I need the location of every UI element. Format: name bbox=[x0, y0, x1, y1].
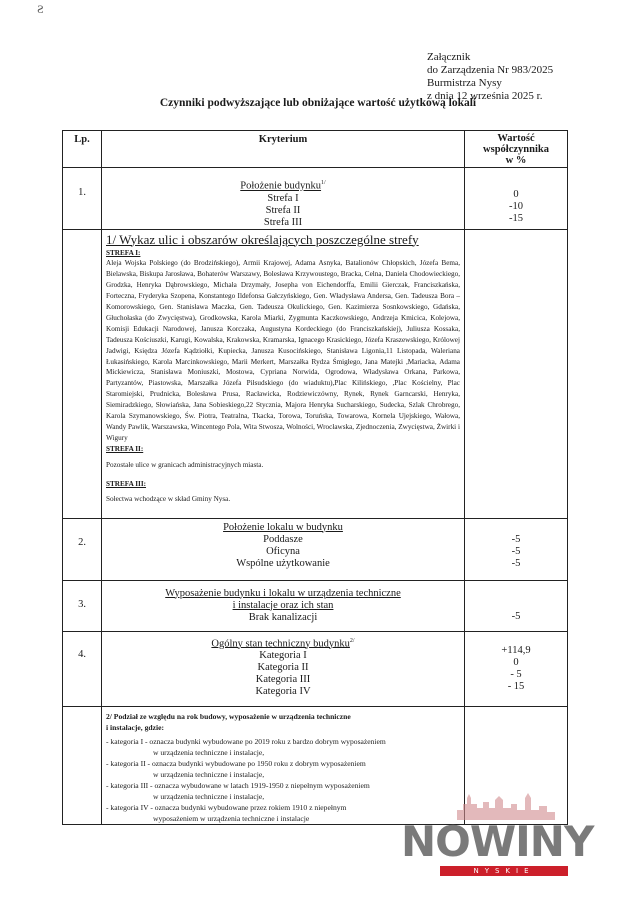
zone-1: STREFA I: Aleja Wojska Polskiego (do Brodzińskiego), Armii Krajowej, Adama Asnyka, Batalionów Chłopskich, Józefa Bema, Bielawska, Biskupa Jarosława, Bohaterów Warszawy, Bolesława Krzywoustego, Bracka, Celna, Daniela Chodowieckiego, Grodzka, Henryka Dąbrowskiego, Michała Drzymały, Josepha von Eichendorffa, Emilii Gierczak, Franciszkańska, Forteczna, Fryderyka Szopena, Konstantego Ildefonsa Gałczyńskiego, Gen. Władysława Andersa, Gen. Tadeusza Bora – Komorowskiego, Gen. Stanisława Maczka, Gen. Tadeusza Okulickiego, Gen. Kazimierza Sosnkowskiego, Gdańska, Głuchołaska (do Zwycięstwa), Grodkowska, Karola Miarki, Zygmunta Kaczkowskiego, Andrzeja Kmicica, Kolejowa, Komisji Edukacji Narodowej, Janusza Korczaka, Augustyna Kordeckiego (do Franciszkańskiej), Juliusza Kossaka, Tadeusza Kościuszki, Karugi, Kowalska, Krakowska, Kramarska, Ignacego Krasickiego, Józefa Kraszewskiego, Królowej Jadwigi, Księdza Józefa Kądziołki, Kupiecka, Janusza Kusocińskiego, Stanisława Ligonia,11 Listopada, Waleriana Łukasińskiego, Karola Marcinkowskiego, Marii Merkert, Marszałka Rydza Śmigłego, Jana Matejki ,Mariacka, Adama Mickiewicza, Stanisława Moniuszki, Mostowa, Cypriana Norwida, Ogrodowa, Władysława Orkana, Parkowa, Partyzantów, Piastowska, Marszałka Józefa Piłsudskiego (do wiaduktu),Plac Kilińskiego, ,Plac Kościelny, Plac Staromiejski, Prudnicka, Bolesława Prusa, Racławicka, Rodziewiczówny, Rynek, Rynek Garncarski, Henryka, Siemiradzkiego, Słowiańska, Jana Sobieskiego,22 Stycznia, Majora Henryka Sucharskiego, Sudecka, Szlak Chrobrego, Karola Szymanowskiego, Św. Piotra, Teatralna, Tkacka, Torowa, Toruńska, Towarowa, Kornela Ujejskiego, Wałowa, Wandy Pawlik, Warszawska, Wincentego Pola, Wita Stwosza, Wolności, Wrocławska, Zjednoczenia, Zwycięstwa, Żwirki i Wigury STREFA II: bbox=[106, 248, 460, 453]
annex-line-4: z dnia 12 września 2025 r. bbox=[427, 90, 543, 102]
table-row bbox=[63, 580, 568, 631]
zones-row bbox=[63, 229, 568, 518]
row-number: 1. bbox=[78, 187, 86, 198]
value: -10 bbox=[509, 201, 523, 212]
list-item: Kategoria I bbox=[259, 650, 307, 661]
factors-table bbox=[62, 130, 568, 825]
value: +114,9 bbox=[501, 644, 531, 656]
value: -5 bbox=[511, 545, 521, 557]
list-item: Kategoria II bbox=[257, 662, 309, 673]
column-header-value: Wartość współczynnika w % bbox=[465, 131, 568, 168]
row-number: 4. bbox=[78, 648, 86, 660]
annex-header bbox=[427, 51, 553, 103]
list-item: Kategoria III bbox=[255, 674, 311, 685]
zone-2-text: Pozostałe ulice w granicach administracyjnych miasta. bbox=[106, 460, 264, 469]
value: 0 bbox=[513, 189, 519, 200]
column-header-lp: Lp. bbox=[63, 131, 102, 168]
column-header-criterion: Kryterium bbox=[102, 131, 465, 168]
document-title: Czynniki podwyższające lub obniżające wartość użytkową lokali bbox=[159, 97, 477, 109]
row-title: Wyposażenie budynku i lokalu w urządzenia techniczne bbox=[165, 587, 401, 599]
list-item: Strefa III bbox=[263, 216, 303, 228]
value: -5 bbox=[511, 610, 521, 622]
value: - 15 bbox=[507, 680, 525, 692]
list-item: Strefa II bbox=[265, 204, 301, 216]
row-title: Ogólny stan techniczny budynku$^{2/}$ bbox=[211, 637, 355, 649]
list-item: Strefa I bbox=[267, 192, 299, 204]
zone-3-label: STREFA III: bbox=[106, 479, 147, 488]
value: -5 bbox=[511, 557, 521, 569]
value: -5 bbox=[511, 533, 521, 545]
table-row bbox=[63, 631, 568, 706]
value: 0 bbox=[513, 656, 519, 668]
value: - 5 bbox=[510, 668, 522, 680]
corner-mark: Ƨ bbox=[37, 2, 44, 16]
zone-3-text: Sołectwa wchodzące w skład Gminy Nysa. bbox=[106, 494, 231, 503]
row-title: Położenie budynku$^{1/}$ bbox=[240, 180, 326, 192]
table-row bbox=[63, 518, 568, 580]
newspaper-logo-bar: NYSKIE bbox=[440, 866, 568, 876]
list-item: Kategoria IV bbox=[255, 686, 311, 697]
value: -15 bbox=[509, 213, 523, 224]
newspaper-logo: NOWINY bbox=[401, 817, 594, 866]
footnote: 2/ Podział ze względu na rok budowy, wyposażenie w urządzenia techniczne i instalacje, gdzie: - kategoria I - oznacza budynki wybudowane po 2019 roku z bardzo dobrym wyposażeniem w urządzenia techniczne i instalacje, - kategoria II - oznacza budynki wybudowane po 1950 roku z dobrym wyposażeniem w urządzenia techniczne i instalacje, - kategoria III - oznacza wybudowane w latach 1919-1950 z niepełnym wyposażeniem w urządzenia techniczne i instalacje, - kategoria IV - oznacza budynki wybudowane przez rokiem 1910 z niepełnym wyposażeniem w urządzenia techniczne i instalacje bbox=[102, 706, 465, 824]
list-item: Wspólne użytkowanie bbox=[236, 557, 330, 569]
annex-line-2: do Zarządzenia Nr 983/2025 bbox=[427, 64, 554, 76]
table-row bbox=[63, 168, 568, 230]
row-title: Położenie lokalu w budynku bbox=[223, 521, 343, 533]
row-number: 2. bbox=[78, 536, 86, 548]
annex-line-1: Załącznik bbox=[427, 51, 471, 63]
row-title-2: i instalacje oraz ich stan bbox=[232, 599, 334, 611]
annex-line-3: Burmistrza Nysy bbox=[427, 77, 502, 89]
list-item: Poddasze bbox=[263, 533, 303, 545]
row-number: 3. bbox=[78, 598, 86, 610]
list-item: Oficyna bbox=[266, 545, 300, 557]
zones-title: 1/ Wykaz ulic i obszarów określających poszczególne strefy bbox=[106, 231, 419, 247]
list-item: Brak kanalizacji bbox=[248, 611, 318, 623]
